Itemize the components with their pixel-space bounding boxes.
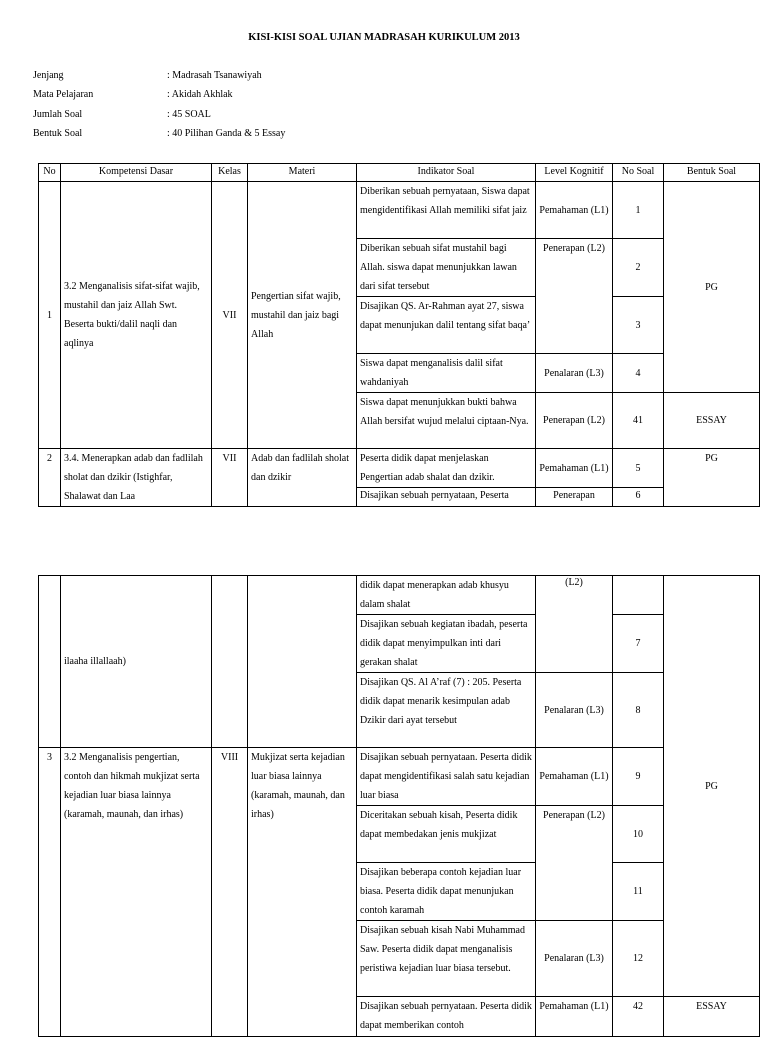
header-materi: Materi [248,164,357,182]
level-kognitif: Pemahaman (L1) [536,449,613,488]
row-number: 1 [39,182,61,449]
row-number: 2 [39,449,61,507]
table-row [39,576,760,615]
indikator-soal: Disajikan sebuah pernyataan. Peserta didik dapat memberikan contoh [357,997,536,1037]
indikator-soal: Diceritakan sebuah kisah, Peserta didik dapat membedakan jenis mukjizat [357,806,536,863]
meta-value: : Akidah Akhlak [167,89,233,101]
meta-value: : 45 SOAL [167,108,211,120]
no-soal: 6 [613,488,664,507]
bentuk-soal: PG [664,449,760,507]
indikator-soal: Siswa dapat menganalisis dalil sifat wahdaniyah [357,354,536,393]
meta-row-jenjang [33,69,285,88]
indikator-soal: Disajikan QS. Al A’raf (7) : 205. Peserta didik dapat menarik kesimpulan adab Dzikir dari ayat tersebut [357,673,536,748]
no-soal: 5 [613,449,664,488]
meta-label: Jumlah Soal [33,108,83,120]
header-kelas: Kelas [212,164,248,182]
meta-row-bentuk [33,127,285,146]
kelas: VIII [212,748,248,1037]
kelas: VII [212,182,248,449]
kompetensi-dasar: ilaaha illallaah) [61,576,212,748]
no-soal: 41 [613,393,664,449]
indikator-soal: Disajikan sebuah pernyataan, Peserta [357,488,536,507]
header-indikator-soal: Indikator Soal [357,164,536,182]
table-header-row [39,164,760,182]
indikator-soal: Disajikan sebuah kegiatan ibadah, peserta didik dapat menyimpulkan inti dari gerakan shalat [357,615,536,673]
level-kognitif: Penerapan (L2) [536,239,613,354]
indikator-soal: Diberikan sebuah pernyataan, Siswa dapat mengidentifikasi Allah memiliki sifat jaiz [357,182,536,239]
no-soal: 3 [613,297,664,354]
meta-row-mapel [33,88,285,107]
level-kognitif: Pemahaman (L1) [536,182,613,239]
level-kognitif: Penerapan (L2) [536,393,613,449]
row-number: 3 [39,748,61,1037]
level-kognitif: Pemahaman (L1) [536,748,613,806]
materi: Pengertian sifat wajib, mustahil dan jaiz bagi Allah [248,182,357,449]
indikator-soal: Disajikan beberapa contoh kejadian luar biasa. Peserta didik dapat menunjukan contoh karamah [357,863,536,921]
kelas-empty [212,576,248,748]
level-kognitif: Penerapan (L2) [536,806,613,921]
bentuk-soal: ESSAY [664,997,760,1037]
kompetensi-dasar: 3.4. Menerapkan adab dan fadlilah sholat dan dzikir (Istighfar, Shalawat dan Laa [61,449,212,507]
materi: Mukjizat serta kejadian luar biasa lainnya (karamah, maunah, dan irhas) [248,748,357,1037]
document-title: KISI-KISI SOAL UJIAN MADRASAH KURIKULUM 2013 [248,32,520,43]
no-soal: 11 [613,863,664,921]
level-kognitif: Penalaran (L3) [536,354,613,393]
level-kognitif: Penerapan [536,488,613,507]
no-soal: 2 [613,239,664,297]
indikator-soal: Disajikan QS. Ar-Rahman ayat 27, siswa dapat menunjukan dalil tentang sifat baqa’ [357,297,536,354]
kompetensi-dasar: 3.2 Menganalisis sifat-sifat wajib, mustahil dan jaiz Allah Swt. Beserta bukti/dalil naqli dan aqlinya [61,182,212,449]
table-row [39,182,760,239]
kisi-kisi-table-part1 [38,163,760,507]
meta-value: : 40 Pilihan Ganda & 5 Essay [167,127,286,139]
level-kognitif: Penalaran (L3) [536,673,613,748]
meta-value: : Madrasah Tsanawiyah [167,70,262,81]
header-bentuk-soal: Bentuk Soal [664,164,760,182]
meta-row-jumlah [33,108,285,127]
header-no-soal: No Soal [613,164,664,182]
level-kognitif: (L2) [536,576,613,673]
no-soal-empty [613,576,664,615]
kompetensi-dasar: 3.2 Menganalisis pengertian, contoh dan hikmah mukjizat serta kejadian luar biasa lainnya (karamah, maunah, dan irhas) [61,748,212,1037]
header-level-kognitif: Level Kognitif [536,164,613,182]
bentuk-soal: PG [664,576,760,997]
no-soal: 8 [613,673,664,748]
kisi-kisi-table-part2 [38,575,760,1037]
meta-label: Mata Pelajaran [33,89,94,101]
indikator-soal: Disajikan sebuah kisah Nabi Muhammad Saw. Peserta didik dapat menganalisis peristiwa kejadian luar biasa tersebut. [357,921,536,997]
indikator-soal: Peserta didik dapat menjelaskan Pengertian adab shalat dan dzikir. [357,449,536,488]
bentuk-soal: PG [664,182,760,393]
level-kognitif: Pemahaman (L1) [536,997,613,1037]
no-soal: 7 [613,615,664,673]
table-row [39,748,760,806]
meta-label: Jenjang [33,70,64,81]
header-kompetensi-dasar: Kompetensi Dasar [61,164,212,182]
materi: Adab dan fadlilah sholat dan dzikir [248,449,357,507]
row-number-empty [39,576,61,748]
level-kognitif: Penalaran (L3) [536,921,613,997]
no-soal: 10 [613,806,664,863]
table-row [39,449,760,488]
indikator-soal: Siswa dapat menunjukkan bukti bahwa Allah bersifat wujud melalui ciptaan-Nya. [357,393,536,449]
indikator-soal: Diberikan sebuah sifat mustahil bagi Allah. siswa dapat menunjukkan lawan dari sifat tersebut [357,239,536,297]
indikator-soal: didik dapat menerapkan adab khusyu dalam shalat [357,576,536,615]
no-soal: 4 [613,354,664,393]
bentuk-soal: ESSAY [664,393,760,449]
kelas: VII [212,449,248,507]
no-soal: 42 [613,997,664,1037]
meta-label: Bentuk Soal [33,127,83,139]
indikator-soal: Disajikan sebuah pernyataan. Peserta didik dapat mengidentifikasi salah satu kejadian luar biasa [357,748,536,806]
meta-info [33,69,285,146]
no-soal: 1 [613,182,664,239]
header-no: No [39,164,61,182]
materi-empty [248,576,357,748]
no-soal: 12 [613,921,664,997]
no-soal: 9 [613,748,664,806]
